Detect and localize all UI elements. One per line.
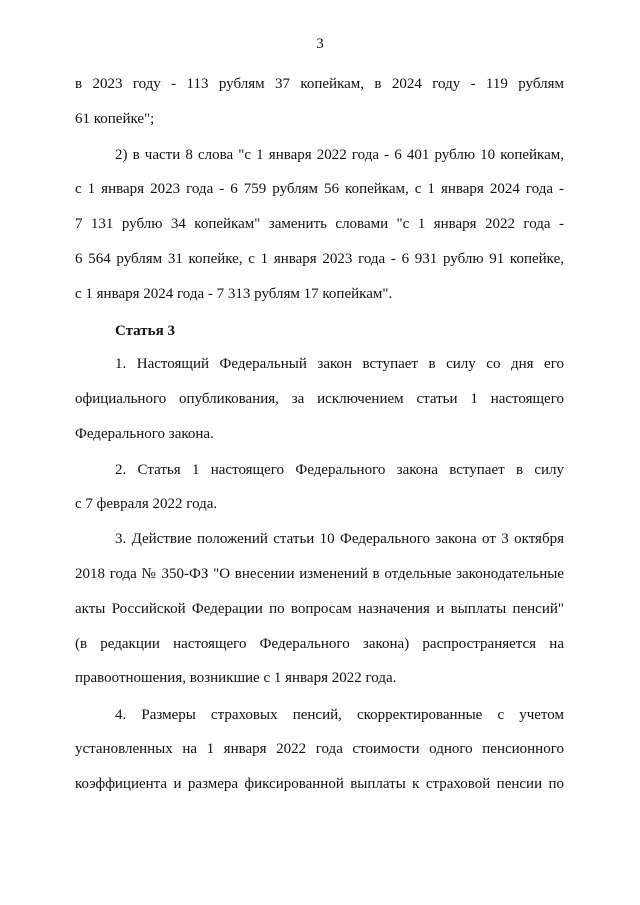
text-line: акты Российской Федерации по вопросам назначения и выплаты пенсий" (75, 601, 564, 617)
text-line: 2018 года № 350-ФЗ "О внесении изменений в отдельные законодательные (75, 566, 564, 582)
text-line: с 1 января 2023 года - 6 759 рублям 56 копейкам, с 1 января 2024 года - (75, 181, 564, 197)
text-line: в 2023 году - 113 рублям 37 копейкам, в 2024 году - 119 рублям (75, 76, 564, 92)
text-line: коэффициента и размера фиксированной выплаты к страховой пенсии по (75, 776, 564, 792)
text-line: Федерального закона. (75, 426, 214, 442)
page-number: 3 (316, 36, 324, 52)
text-line: установленных на 1 января 2022 года стоимости одного пенсионного (75, 741, 564, 757)
text-line: 2. Статья 1 настоящего Федерального закона вступает в силу (115, 462, 564, 478)
article-heading: Статья 3 (115, 323, 175, 339)
text-line: правоотношения, возникшие с 1 января 2022 года. (75, 670, 397, 686)
text-line: 61 копейке"; (75, 111, 155, 127)
text-line: с 1 января 2024 года - 7 313 рублям 17 копейкам". (75, 286, 393, 302)
text-line: 7 131 рублю 34 копейкам" заменить словами "с 1 января 2022 года - (75, 216, 564, 232)
text-line: с 7 февраля 2022 года. (75, 496, 218, 512)
text-line: 3. Действие положений статьи 10 Федерального закона от 3 октября (115, 531, 564, 547)
text-line: 4. Размеры страховых пенсий, скорректированные с учетом (115, 707, 564, 723)
text-line: 1. Настоящий Федеральный закон вступает в силу со дня его (115, 356, 564, 372)
text-line: (в редакции настоящего Федерального закона) распространяется на (75, 636, 564, 652)
text-line: официального опубликования, за исключением статьи 1 настоящего (75, 391, 564, 407)
text-line: 2) в части 8 слова "с 1 января 2022 года - 6 401 рублю 10 копейкам, (115, 147, 564, 163)
text-line: 6 564 рублям 31 копейке, с 1 января 2023 года - 6 931 рублю 91 копейке, (75, 251, 564, 267)
